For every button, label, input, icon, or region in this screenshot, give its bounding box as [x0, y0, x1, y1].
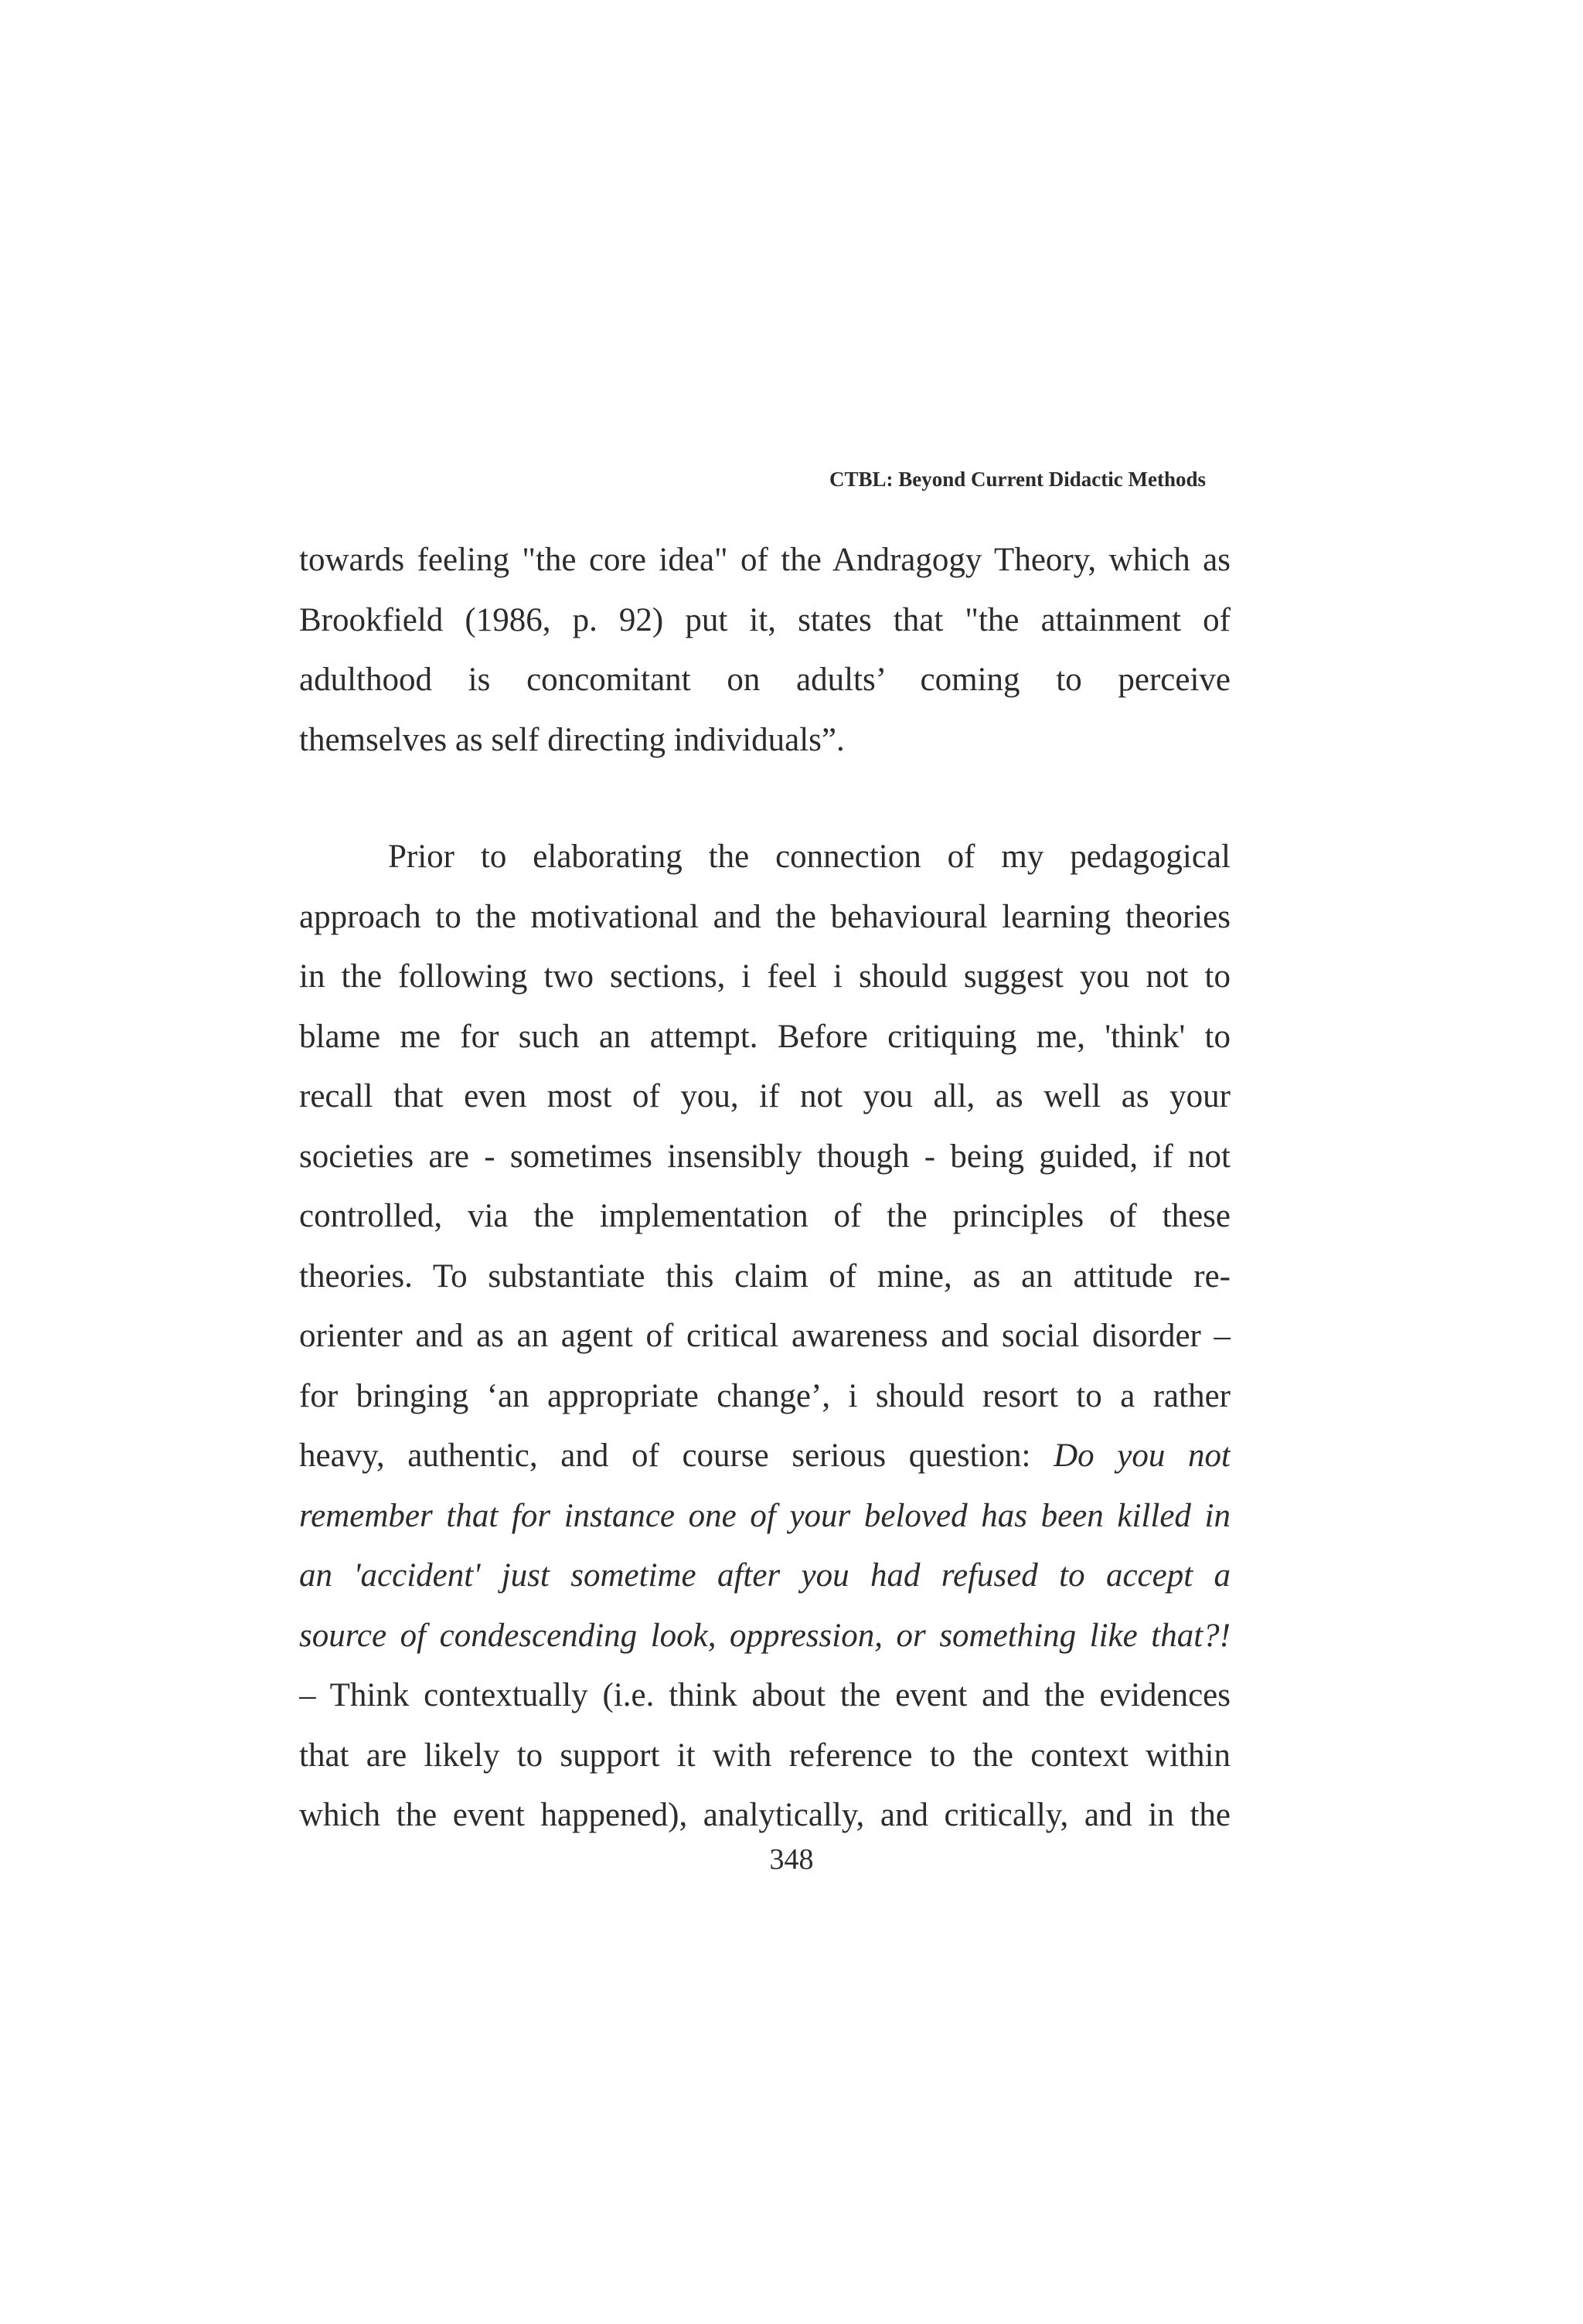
- question-lead-in: heavy, authentic, and of course serious question:: [299, 1438, 1054, 1474]
- paragraph-2-line: theories. To substantiate this claim of mine, as an attitude re-: [299, 1257, 1231, 1295]
- paragraph-2-line: societies are - sometimes insensibly though - being guided, if not: [299, 1138, 1231, 1175]
- paragraph-2-line: which the event happened), analytically, and critically, and in the: [299, 1797, 1231, 1833]
- question-italic-start: Do you not: [1054, 1438, 1231, 1474]
- paragraph-2-line: that are likely to support it with reference to the context within: [299, 1737, 1231, 1774]
- paragraph-2-line: orienter and as an agent of critical awareness and social disorder –: [299, 1318, 1231, 1354]
- paragraph-2-line: blame me for such an attempt. Before critiquing me, 'think' to: [299, 1018, 1231, 1055]
- paragraph-2-line: for bringing ‘an appropriate change’, i should resort to a rather: [299, 1377, 1231, 1414]
- paragraph-1-line: towards feeling "the core idea" of the Andragogy Theory, which as: [299, 542, 1231, 578]
- page-number: 348: [769, 1843, 814, 1876]
- paragraph-1-line: adulthood is concomitant on adults’ coming to perceive: [299, 662, 1231, 698]
- paragraph-1-line: themselves as self directing individuals”.: [299, 721, 845, 758]
- question-italic-line: an 'accident' just sometime after you had refused to accept a: [299, 1557, 1231, 1594]
- paragraph-2-line: Prior to elaborating the connection of my pedagogical: [388, 839, 1231, 875]
- question-italic-line: remember that for instance one of your beloved has been killed in: [299, 1497, 1231, 1534]
- paragraph-2-line: – Think contextually (i.e. think about the event and the evidences: [299, 1677, 1231, 1713]
- paragraph-2: [299, 827, 1231, 1846]
- paragraph-2-line: controlled, via the implementation of the principles of these: [299, 1198, 1231, 1234]
- paragraph-2-line: recall that even most of you, if not you all, as well as your: [299, 1078, 1231, 1114]
- paragraph-1: [299, 530, 1231, 770]
- paragraph-2-line-mixed: [299, 1426, 1231, 1486]
- paragraph-2-line: in the following two sections, i feel i should suggest you not to: [299, 958, 1231, 995]
- running-header: CTBL: Beyond Current Didactic Methods: [829, 468, 1206, 491]
- paragraph-2-line: approach to the motivational and the behavioural learning theories: [299, 898, 1231, 935]
- question-italic-line: source of condescending look, oppression, or something like that?!: [299, 1617, 1231, 1654]
- paragraph-1-line: Brookfield (1986, p. 92) put it, states that "the attainment of: [299, 601, 1231, 638]
